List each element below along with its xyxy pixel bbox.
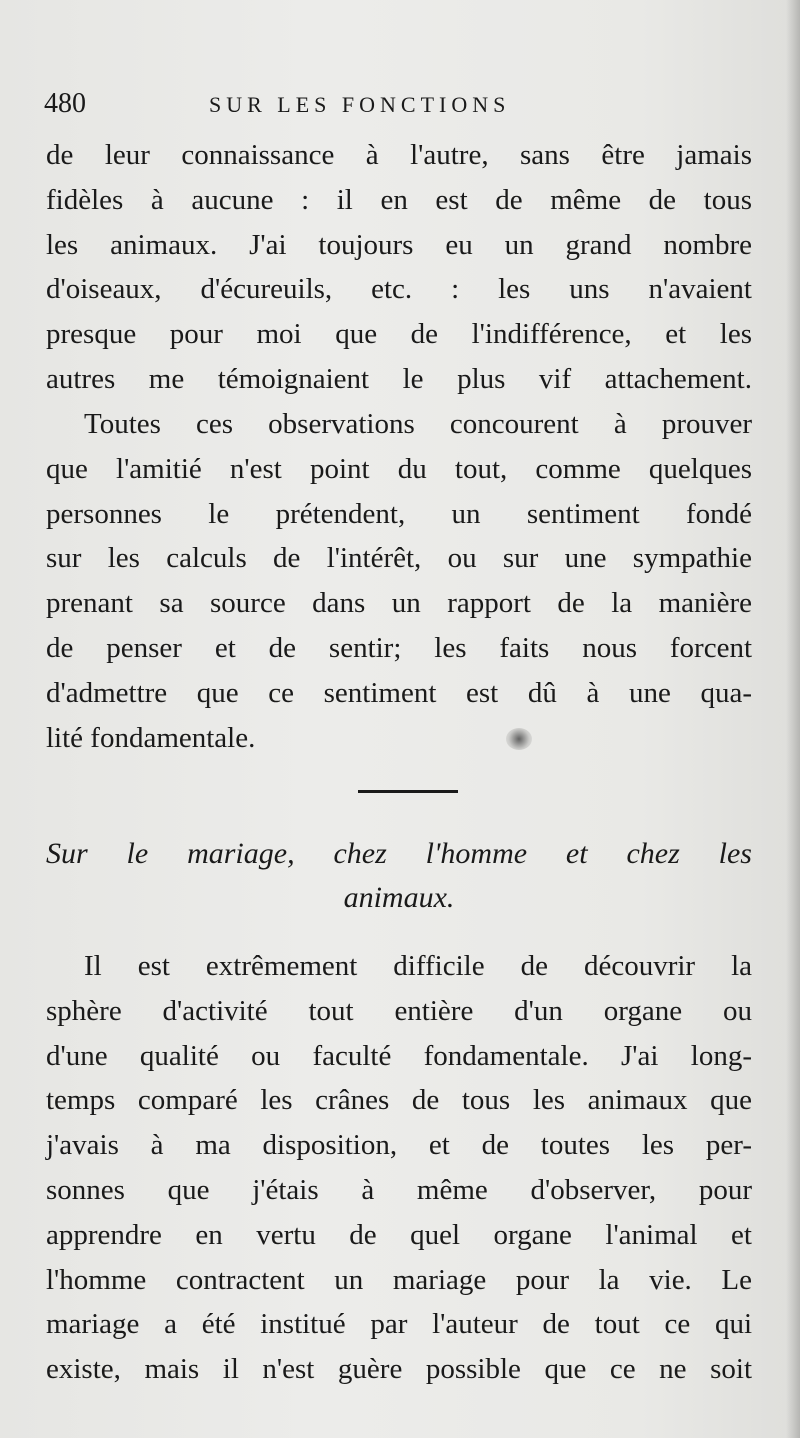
section-title-line: animaux. (343, 881, 455, 914)
text-line: fidèles à aucune : il en est de même de tous (46, 183, 752, 216)
running-title: SUR LES FONCTIONS (209, 92, 511, 117)
text-line: sur les calculs de l'intérêt, ou sur une sympathie (46, 542, 752, 575)
text-line: Il est extrêmement difficile de découvrir la (84, 950, 752, 982)
text-line: existe, mais il n'est guère possible que ce ne soit (46, 1353, 752, 1386)
text-line: d'une qualité ou faculté fondamentale. J'ai long- (46, 1039, 752, 1072)
text-line: de leur connaissance à l'autre, sans être jamais (46, 139, 752, 171)
ink-smudge (506, 728, 532, 750)
text-line: prenant sa source dans un rapport de la manière (46, 587, 752, 620)
text-line: de penser et de sentir; les faits nous forcent (46, 631, 752, 664)
section-divider (358, 790, 458, 793)
text-line: d'admettre que ce sentiment est dû à une qua- (46, 676, 752, 709)
text-line: sphère d'activité tout entière d'un organe ou (46, 994, 752, 1027)
text-line: l'homme contractent un mariage pour la vie. Le (46, 1263, 752, 1296)
text-line: mariage a été institué par l'auteur de tout ce qui (46, 1308, 752, 1341)
text-line: apprendre en vertu de quel organe l'animal et (46, 1218, 752, 1251)
section-title-line: Sur le mariage, chez l'homme et chez les (46, 837, 752, 870)
text-line: que l'amitié n'est point du tout, comme quelques (46, 452, 752, 485)
text-line: lité fondamentale. (46, 721, 256, 754)
text-line: d'oiseaux, d'écureuils, etc. : les uns n'avaient (46, 273, 752, 306)
paragraph-2 (46, 402, 752, 760)
paragraph-1 (46, 133, 752, 402)
text-line: Toutes ces observations concourent à prouver (84, 408, 752, 440)
text-line: j'avais à ma disposition, et de toutes les per- (46, 1129, 752, 1162)
text-line: les animaux. J'ai toujours eu un grand nombre (46, 228, 752, 261)
text-line: presque pour moi que de l'indifférence, et les (46, 318, 752, 351)
page-edge-shadow (786, 0, 800, 1438)
text-line: autres me témoignaient le plus vif attachement. (46, 362, 752, 395)
text-line: personnes le prétendent, un sentiment fondé (46, 497, 752, 530)
page-header (44, 88, 754, 122)
text-line: temps comparé les crânes de tous les animaux que (46, 1084, 752, 1117)
text-line: sonnes que j'étais à même d'observer, pour (46, 1173, 752, 1206)
paragraph-3 (46, 944, 752, 1392)
section-title (46, 832, 752, 920)
page-number: 480 (44, 88, 86, 119)
